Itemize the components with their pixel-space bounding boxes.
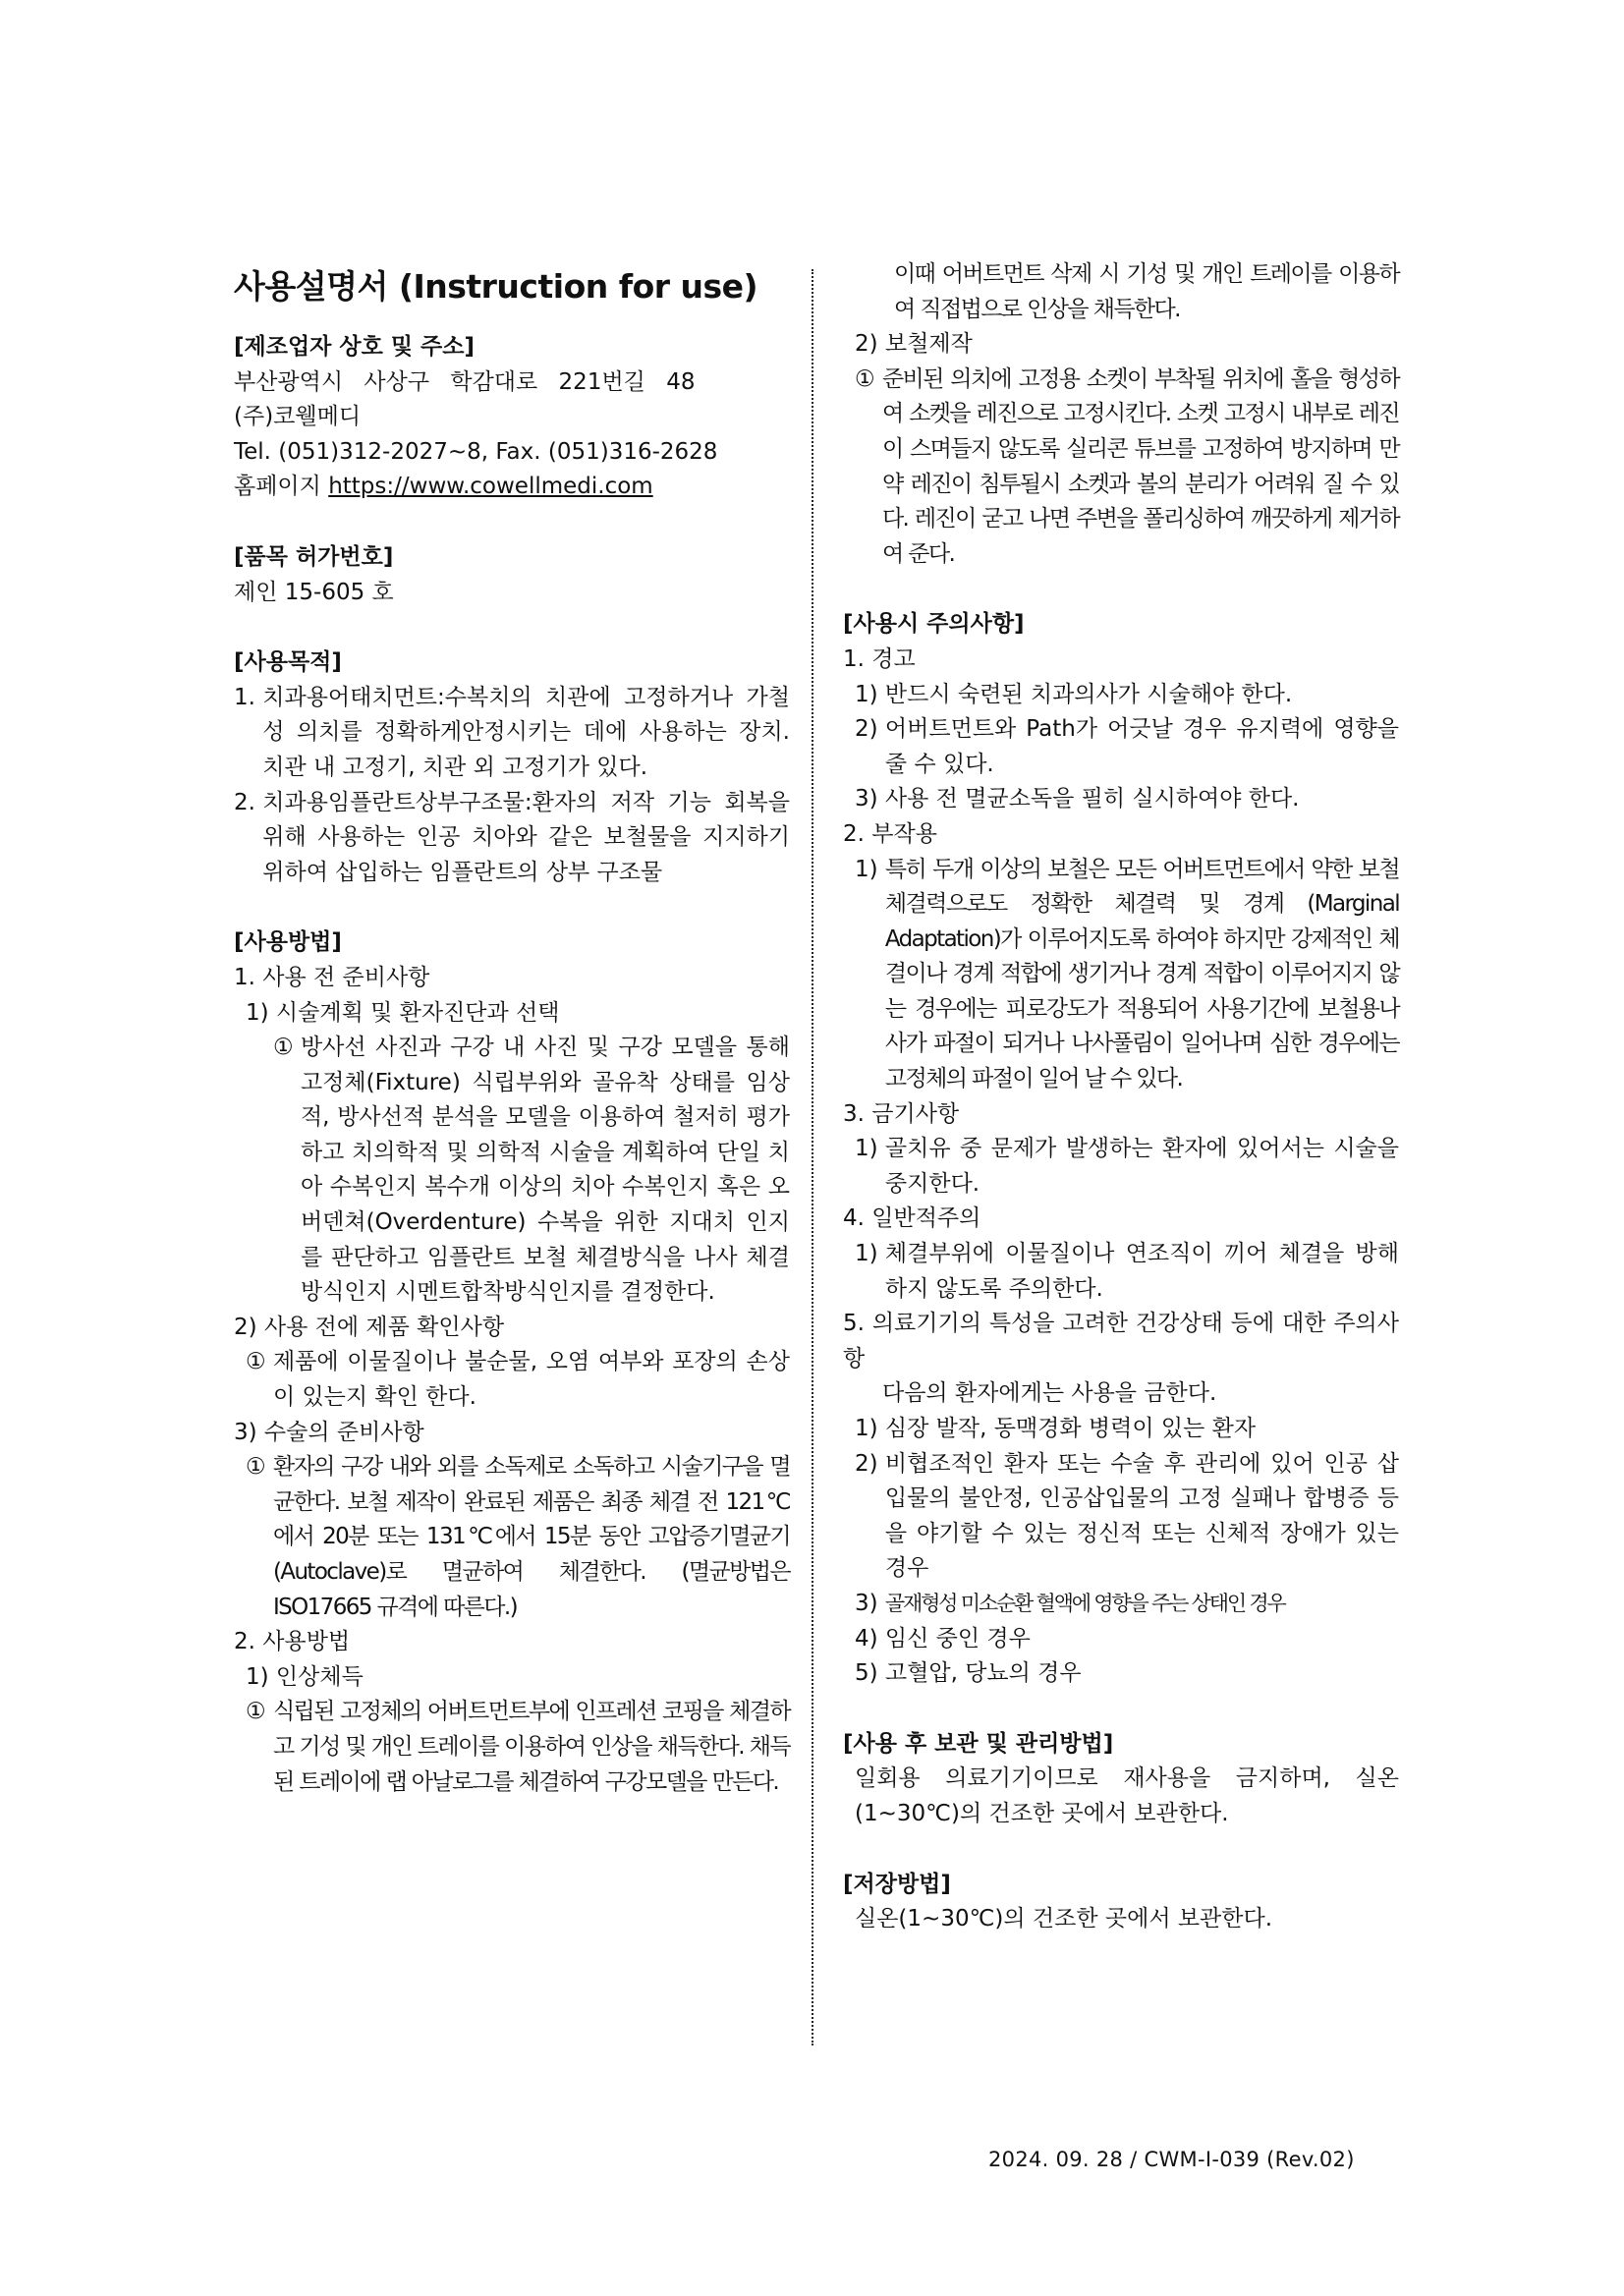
usage-heading: [사용방법]: [234, 929, 342, 956]
left-column: [234, 257, 790, 1800]
usage-section: [234, 925, 790, 1800]
manufacturer-section: [234, 330, 790, 505]
item-text: 치과용임플란트상부구조물:환자의 저작 기능 회복을 위해 사용하는 인공 치아와 같은 보철물을 지지하기 위하여 삽입하는 임플란트의 상부 구조물: [262, 789, 790, 885]
manufacturer-address: 부산광역시 사상구 학감대로 221번길 48: [234, 368, 696, 395]
health-item: [843, 1656, 1399, 1692]
purpose-item: [234, 786, 790, 891]
health-item: [843, 1447, 1399, 1587]
health-item: [843, 1622, 1399, 1657]
health-title: 5. 의료기기의 특성을 고려한 건강상태 등에 대한 주의사항: [843, 1311, 1399, 1372]
item-text: 제품에 이물질이나 불순물, 오염 여부와 포장의 손상이 있는지 확인 한다.: [272, 1349, 790, 1411]
item-text: 비협조적인 환자 또는 수술 후 관리에 있어 인공 삽입물의 불안정, 인공삽입물의 고정 실패나 합병증 등을 야기할 수 있는 정신적 또는 신체적 장애가 있는 경우: [884, 1450, 1399, 1582]
manufacturer-heading: [제조업자 상호 및 주소]: [234, 334, 476, 360]
warning-item: [843, 678, 1399, 713]
item-text: 환자의 구강 내와 외를 소독제로 소독하고 시술기구을 멸균한다. 보철 제작이 완료된 제품은 최종 체결 전 121℃에서 20분 또는 131℃에서 15분 동안 고압증기멸균기(Autoclave)로 멸균하여 체결한다. (멸균방법은 ISO17665 규격에 따른다.): [272, 1454, 790, 1620]
usage-s2-sub2-item: [843, 363, 1399, 573]
homepage-label: 홈페이지: [234, 474, 321, 500]
side-effects-item: [843, 853, 1399, 1097]
warning-item: [843, 782, 1399, 817]
health-title-row: [843, 1307, 1399, 1376]
right-column: [843, 257, 1399, 1937]
item-text: 임신 중인 경우: [884, 1625, 1031, 1652]
item-text: 심장 발작, 동맥경화 병력이 있는 환자: [884, 1416, 1257, 1441]
usage-s2-sub2-title: 2) 보철제작: [855, 331, 973, 358]
item-text: 어버트먼트와 Path가 어긋날 경우 유지력에 영향을 줄 수 있다.: [884, 716, 1399, 777]
purpose-heading: [사용목적]: [234, 649, 342, 676]
item-number: 1): [855, 1136, 885, 1162]
storage-heading: [저장방법]: [843, 1871, 951, 1897]
item-number: 2.: [234, 789, 263, 815]
usage-s2-sub1-item: [234, 1695, 790, 1800]
manufacturer-contact: Tel. (051)312-2027~8, Fax. (051)316-2628: [234, 438, 718, 465]
document-title: 사용설명서 (Instruction for use): [234, 267, 758, 306]
item-text: 골재형성 미소순환 혈액에 영향을 주는 상태인 경우: [884, 1591, 1285, 1615]
purpose-section: [234, 645, 790, 890]
usage-sub2-title: 2) 사용 전에 제품 확인사항: [234, 1314, 505, 1340]
permit-section: [234, 540, 790, 610]
circled-number: ①: [855, 365, 882, 392]
homepage-row: [234, 470, 790, 505]
column-divider: [812, 269, 813, 2045]
precautions-heading: [사용시 주의사항]: [843, 611, 1025, 638]
storage-section: [843, 1868, 1399, 1937]
item-number: 1): [855, 681, 885, 707]
contraindications-item: [843, 1132, 1399, 1202]
usage-sub1-title: 1) 시술계획 및 환자진단과 선택: [246, 999, 560, 1026]
circled-number: ①: [246, 1454, 273, 1481]
storage-after-use-heading: [사용 후 보관 및 관리방법]: [843, 1730, 1114, 1757]
general-title: 4. 일반적주의: [843, 1205, 981, 1232]
usage-s2-sub1-continued: 이때 어버트먼트 삭제 시 기성 및 개인 트레이를 이용하여 직접법으로 인상을 채득한다.: [894, 261, 1399, 322]
usage-section2-title: 2. 사용방법: [234, 1629, 351, 1655]
circled-number: ①: [246, 1349, 273, 1375]
health-intro: 다음의 환자에게는 사용을 금한다.: [882, 1380, 1217, 1407]
usage-sub2-item: [234, 1345, 790, 1415]
warning-item: [843, 712, 1399, 782]
item-text: 식립된 고정체의 어버트먼트부에 인프레션 코핑을 체결하고 기성 및 개인 트레이를 이용하여 인상을 채득한다. 채득된 트레이에 랩 아날로그를 체결하여 구강모델을 만든다.: [272, 1699, 790, 1795]
contraindications-title: 3. 금기사항: [843, 1100, 960, 1127]
usage-sub1-item: [234, 1031, 790, 1311]
document-footer: 2024. 09. 28 / CWM-I-039 (Rev.02): [988, 2148, 1355, 2171]
item-number: 4): [855, 1625, 885, 1652]
storage-text: 실온(1~30℃)의 건조한 곳에서 보관한다.: [855, 1906, 1273, 1932]
warning-title: 1. 경고: [843, 645, 916, 672]
item-number: 3): [855, 1590, 885, 1616]
health-item: [843, 1412, 1399, 1447]
item-text: 특히 두개 이상의 보철은 모든 어버트먼트에서 약한 보철 체결력으로도 정확한 체결력 및 경계 (Marginal Adaptation)가 이루어지도록 하여야 하지만 강제적인 체결이나 경계 적합에 생기거나 경계 적합이 이루어지지 않는 경우에는 피로강도가 적용되어 사용기간에 보철용나사가 파절이 되거나 나사풀림이 일어나며 심한 경우에는 고정체의 파절이 일어 날 수 있다.: [884, 856, 1399, 1092]
item-number: 2): [855, 716, 885, 743]
item-text: 골치유 중 문제가 발생하는 환자에 있어서는 시술을 중지한다.: [884, 1136, 1399, 1197]
item-text: 사용 전 멸균소독을 필히 실시하여야 한다.: [884, 786, 1300, 812]
homepage-link[interactable]: https://www.cowellmedi.com: [328, 474, 653, 500]
circled-number: ①: [273, 1035, 301, 1061]
item-number: 1): [855, 856, 885, 882]
manufacturer-company: (주)코웰메디: [234, 404, 362, 430]
item-number: 1): [855, 1241, 885, 1267]
general-item: [843, 1237, 1399, 1307]
usage-sub3-item: [234, 1450, 790, 1625]
side-effects-title: 2. 부작용: [843, 820, 937, 847]
item-text: 준비된 의치에 고정용 소켓이 부착될 위치에 홀을 형성하여 소켓을 레진으로 고정시킨다. 소켓 고정시 내부로 레진이 스며들지 않도록 실리콘 튜브를 고정하여 방지하며 만약 레진이 침투될시 소켓과 볼의 분리가 어려워 질 수 있다. 레진이 굳고 나면 주변을 폴리싱하여 깨끗하게 제거하여 준다.: [881, 365, 1399, 567]
permit-heading: [품목 허가번호]: [234, 543, 394, 570]
health-item: [843, 1587, 1399, 1622]
permit-number: 제인 15-605 호: [234, 579, 394, 605]
usage-section1-title: 1. 사용 전 준비사항: [234, 964, 430, 990]
precautions-section: [843, 607, 1399, 1691]
item-number: 3): [855, 786, 885, 812]
item-number: 2): [855, 1450, 885, 1477]
item-number: 1.: [234, 684, 263, 710]
item-text: 방사선 사진과 구강 내 사진 및 구강 모델을 통해 고정체(Fixture) 식립부위와 골유착 상태를 임상적, 방사선적 분석을 모델을 이용하여 철저히 평가하고 치의학적 및 의학적 시술을 계획하여 단일 치아 수복인지 복수개 이상의 치아 수복인지 혹은 오버덴쳐(Overdenture) 수복을 위한 지대치 인지를 판단하고 임플란트 보철 체결방식을 나사 체결 방식인지 시멘트합착방식인지를 결정한다.: [300, 1035, 790, 1306]
item-text: 고혈압, 당뇨의 경우: [884, 1660, 1082, 1687]
usage-s2-sub1-title: 1) 인상체득: [246, 1663, 364, 1690]
item-text: 체결부위에 이물질이나 연조직이 끼어 체결을 방해하지 않도록 주의한다.: [884, 1241, 1399, 1302]
item-text: 반드시 숙련된 치과의사가 시술해야 한다.: [884, 681, 1293, 707]
usage-sub3-title: 3) 수술의 준비사항: [234, 1419, 424, 1445]
item-number: 5): [855, 1660, 885, 1687]
storage-after-use-text: 일회용 의료기기이므로 재사용을 금지하며, 실온(1~30℃)의 건조한 곳에서 보관한다.: [855, 1765, 1399, 1826]
storage-after-use-section: [843, 1727, 1399, 1832]
purpose-item: [234, 681, 790, 786]
circled-number: ①: [246, 1699, 273, 1725]
item-number: 1): [855, 1416, 885, 1441]
item-text: 치과용어태치먼트:수복치의 치관에 고정하거나 가철성 의치를 정확하게안정시키는 데에 사용하는 장치. 치관 내 고정기, 치관 외 고정기가 있다.: [262, 684, 790, 780]
